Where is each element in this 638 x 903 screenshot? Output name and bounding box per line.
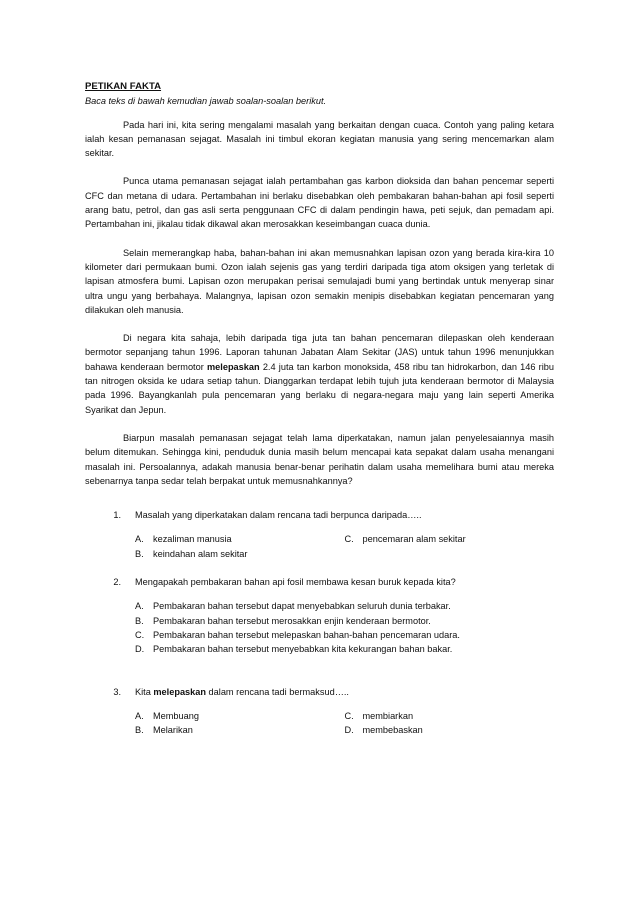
paragraph-1: Pada hari ini, kita sering mengalami masalah yang berkaitan dengan cuaca. Contoh yang paling ketara ialah kesan pemanasan sejagat. Masalah ini timbul ekoran kegiatan manusia yang sering mencemarkan alam sekitar. xyxy=(85,119,554,159)
option-text: membiarkan xyxy=(362,710,414,721)
question-3-options xyxy=(135,709,554,738)
option-b xyxy=(135,723,345,737)
question-3 xyxy=(85,685,554,699)
paragraph-3: Selain memerangkap haba, bahan-bahan ini akan memusnahkan lapisan ozon yang berada kira-kira 10 kilometer dari permukaan bumi. Ozon ialah sejenis gas yang terdiri daripada tiga atom oksigen yang terletak di lapisan atmosfera bumi. Lapisan ozon merupakan perisai semulajadi bumi yang bertindak untuk menyerap sinar ultra ungu yang berbahaya. Malangnya, lapisan ozon semakin menipis disebabkan kegiatan pencemaran yang dilakukan oleh manusia. xyxy=(85,247,554,315)
question-1-options xyxy=(135,532,554,561)
option-d xyxy=(135,642,554,656)
option-row xyxy=(135,723,554,737)
option-text: Pembakaran bahan tersebut melepaskan bahan-bahan pencemaran udara. xyxy=(153,629,460,640)
instruction-text: Baca teks di bawah kemudian jawab soalan-soalan berikut. xyxy=(85,96,327,107)
question-2 xyxy=(85,575,554,589)
option-letter: D. xyxy=(344,725,354,736)
paragraph-4-text-before: Di negara kita sahaja, lebih daripada tiga juta tan bahan pencemaran dilepaskan oleh kenderaan bermotor sepanjang tahun 1996. Laporan tahunan Jabatan Alam Sekitar (JAS) untuk tahun 1996 menunjukkan bahawa kenderaan bermotor xyxy=(85,333,554,372)
option-b xyxy=(135,614,554,628)
option-d xyxy=(345,723,555,737)
question-number: 1. xyxy=(113,510,121,521)
option-text: Pembakaran bahan tersebut dapat menyebabkan seluruh dunia terbakar. xyxy=(153,601,451,612)
question-number: 3. xyxy=(113,686,121,697)
option-letter: A. xyxy=(135,534,144,545)
question-1 xyxy=(85,508,554,522)
question-text-before: Kita xyxy=(135,686,154,697)
option-letter: A. xyxy=(135,601,144,612)
option-a xyxy=(135,709,345,723)
option-letter: C. xyxy=(344,710,354,721)
option-letter: C. xyxy=(344,534,354,545)
paragraph-4-bold-word: melepaskan xyxy=(207,361,260,372)
option-c xyxy=(345,532,555,546)
option-row xyxy=(135,532,554,546)
option-c xyxy=(135,628,554,642)
option-text: membebaskan xyxy=(362,725,423,736)
paragraph-4 xyxy=(85,331,554,417)
option-a xyxy=(135,532,345,546)
option-text: Melarikan xyxy=(153,725,193,736)
question-text: Masalah yang diperkatakan dalam rencana tadi berpunca daripada….. xyxy=(135,510,422,521)
question-bold-word: melepaskan xyxy=(153,686,206,697)
option-letter: B. xyxy=(135,725,144,736)
option-text: Pembakaran bahan tersebut menyebabkan kita kekurangan bahan bakar. xyxy=(153,644,453,655)
paragraph-2: Punca utama pemanasan sejagat ialah pertambahan gas karbon dioksida dan bahan pencemar seperti CFC dan metana di udara. Pertambahan ini berlaku disebabkan oleh pembakaran bahan-bahan api fosil seperti arang batu, petrol, dan gas asli serta penggunaan CFC di dalam pendingin hawa, peti sejuk, dan pemadam api. Pertambahan ini, jikalau tidak dikawal akan merosakkan keseimbangan cuaca dunia. xyxy=(85,176,554,230)
paragraph-5: Biarpun masalah pemanasan sejagat telah lama diperkatakan, namun jalan penyelesaiannya masih belum ditemukan. Sehingga kini, penduduk dunia masih belum mencapai kata sepakat dalam usaha menangani masalah ini. Persoalannya, adakah manusia benar-benar perihatin dalam usaha memelihara bumi atau mereka sebenarnya tanpa sedar telah berpakat untuk memusnahkannya? xyxy=(85,432,554,486)
option-letter: B. xyxy=(135,548,144,559)
option-letter: B. xyxy=(135,615,144,626)
paragraph-4-text-after: 2.4 juta tan karbon monoksida, 458 ribu tan hidrokarbon, dan 146 ribu tan nitrogen oksida ke udara setiap tahun. Dianggarkan terdapat lebih tujuh juta kenderaan bermotor di Malaysia pada 1996. Bayangkanlah pula pencemaran yang berlaku di negara-negara maju yang lain seperti Amerika Syarikat dan Jepun. xyxy=(85,361,554,415)
question-text-after: dalam rencana tadi bermaksud….. xyxy=(206,686,349,697)
option-text: Pembakaran bahan tersebut merosakkan enjin kenderaan bermotor. xyxy=(153,615,431,626)
option-letter: C. xyxy=(135,629,145,640)
question-2-options xyxy=(135,599,554,656)
question-number: 2. xyxy=(113,577,121,588)
question-text xyxy=(135,685,554,699)
option-c xyxy=(345,709,555,723)
option-text: Membuang xyxy=(153,710,199,721)
option-row xyxy=(135,547,554,561)
option-text: keindahan alam sekitar xyxy=(153,548,248,559)
option-row xyxy=(135,709,554,723)
option-letter: D. xyxy=(135,644,145,655)
document-content xyxy=(85,80,554,751)
option-letter: A. xyxy=(135,710,144,721)
option-a xyxy=(135,599,554,613)
option-text: pencemaran alam sekitar xyxy=(362,534,466,545)
question-text: Mengapakah pembakaran bahan api fosil membawa kesan buruk kepada kita? xyxy=(135,577,456,588)
option-b xyxy=(135,547,367,561)
section-heading: PETIKAN FAKTA xyxy=(85,81,162,92)
option-text: kezaliman manusia xyxy=(153,534,232,545)
questions-section xyxy=(85,508,554,737)
